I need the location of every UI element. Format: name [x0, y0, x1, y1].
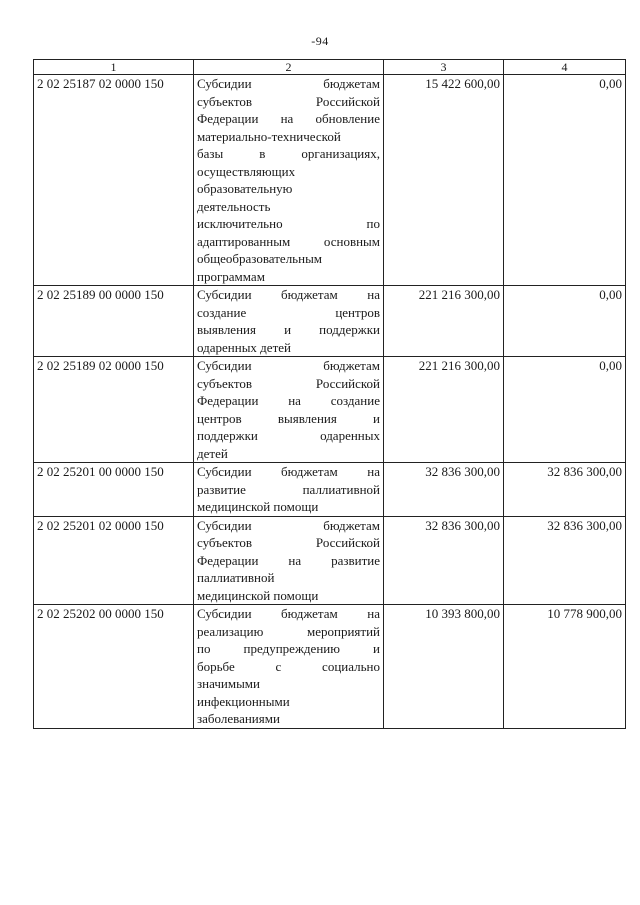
description-line: одаренных детей — [197, 339, 291, 355]
amount-column-4-cell: 32 836 300,00 — [504, 463, 626, 517]
description-line: Субсидии бюджетам на — [197, 287, 380, 302]
description-line: Субсидии бюджетам — [197, 76, 380, 91]
description-line: создание центров — [197, 304, 380, 320]
budget-code-cell: 2 02 25201 02 0000 150 — [34, 516, 194, 605]
description-line: реализацию мероприятий — [197, 623, 380, 639]
description-cell — [194, 286, 384, 357]
amount-column-4-cell: 32 836 300,00 — [504, 516, 626, 605]
description-line: деятельность — [197, 198, 271, 214]
description-line: Субсидии бюджетам на — [197, 606, 380, 621]
description-line: развитие паллиативной — [197, 481, 380, 497]
description-line: базы в организациях, — [197, 146, 380, 161]
column-header-4: 4 — [504, 60, 626, 75]
description-line: Субсидии бюджетам на — [197, 464, 380, 479]
description-line: Субсидии бюджетам — [197, 358, 380, 373]
description-line: субъектов Российской — [197, 375, 380, 391]
description-line: программам — [197, 268, 265, 284]
column-header-1: 1 — [34, 60, 194, 75]
column-header-2: 2 — [194, 60, 384, 75]
table-row — [34, 516, 626, 605]
amount-column-4-cell: 10 778 900,00 — [504, 605, 626, 729]
description-line: осуществляющих — [197, 163, 296, 179]
budget-code-cell: 2 02 25189 02 0000 150 — [34, 357, 194, 463]
page-number: -94 — [311, 34, 329, 48]
description-line: исключительно по — [197, 216, 380, 231]
column-header-3: 3 — [384, 60, 504, 75]
table-row — [34, 75, 626, 286]
amount-column-3-cell: 32 836 300,00 — [384, 463, 504, 517]
amount-column-3-cell: 10 393 800,00 — [384, 605, 504, 729]
description-line: по предупреждению и — [197, 641, 380, 656]
amount-column-4-cell: 0,00 — [504, 75, 626, 286]
description-cell — [194, 463, 384, 517]
description-line: инфекционными — [197, 693, 290, 709]
description-line: медицинской помощи — [197, 499, 319, 514]
description-line: заболеваниями — [197, 711, 280, 726]
description-line: Федерации на обновление — [197, 111, 380, 126]
description-line: общеобразовательным — [197, 251, 323, 266]
description-line: субъектов Российской — [197, 93, 380, 109]
description-line: образовательную — [197, 181, 293, 196]
description-line: центров выявления и — [197, 410, 380, 426]
table-row — [34, 463, 626, 517]
table-row — [34, 605, 626, 729]
amount-column-4-cell: 0,00 — [504, 357, 626, 463]
description-line: Федерации на создание — [197, 393, 380, 408]
description-cell — [194, 605, 384, 729]
description-line: детей — [197, 445, 228, 461]
table-row — [34, 286, 626, 357]
description-line: значимыми — [197, 676, 260, 691]
description-line: Субсидии бюджетам — [197, 517, 380, 533]
amount-column-3-cell: 32 836 300,00 — [384, 516, 504, 605]
table-header-row — [34, 60, 626, 75]
budget-table — [33, 59, 626, 729]
amount-column-3-cell: 15 422 600,00 — [384, 75, 504, 286]
description-line: адаптированным основным — [197, 233, 380, 249]
description-line: Федерации на развитие — [197, 552, 380, 568]
description-cell — [194, 516, 384, 605]
description-line: материально-технической — [197, 128, 341, 144]
table-body — [34, 75, 626, 729]
budget-code-cell: 2 02 25201 00 0000 150 — [34, 463, 194, 517]
amount-column-3-cell: 221 216 300,00 — [384, 286, 504, 357]
amount-column-4-cell: 0,00 — [504, 286, 626, 357]
description-cell — [194, 75, 384, 286]
description-line: паллиативной — [197, 570, 275, 585]
budget-code-cell: 2 02 25187 02 0000 150 — [34, 75, 194, 286]
description-line: поддержки одаренных — [197, 428, 380, 443]
description-line: борьбе с социально — [197, 658, 380, 674]
description-line: выявления и поддержки — [197, 322, 380, 337]
description-line: субъектов Российской — [197, 535, 380, 550]
table-row — [34, 357, 626, 463]
budget-code-cell: 2 02 25189 00 0000 150 — [34, 286, 194, 357]
amount-column-3-cell: 221 216 300,00 — [384, 357, 504, 463]
description-cell — [194, 357, 384, 463]
budget-code-cell: 2 02 25202 00 0000 150 — [34, 605, 194, 729]
description-line: медицинской помощи — [197, 587, 319, 603]
